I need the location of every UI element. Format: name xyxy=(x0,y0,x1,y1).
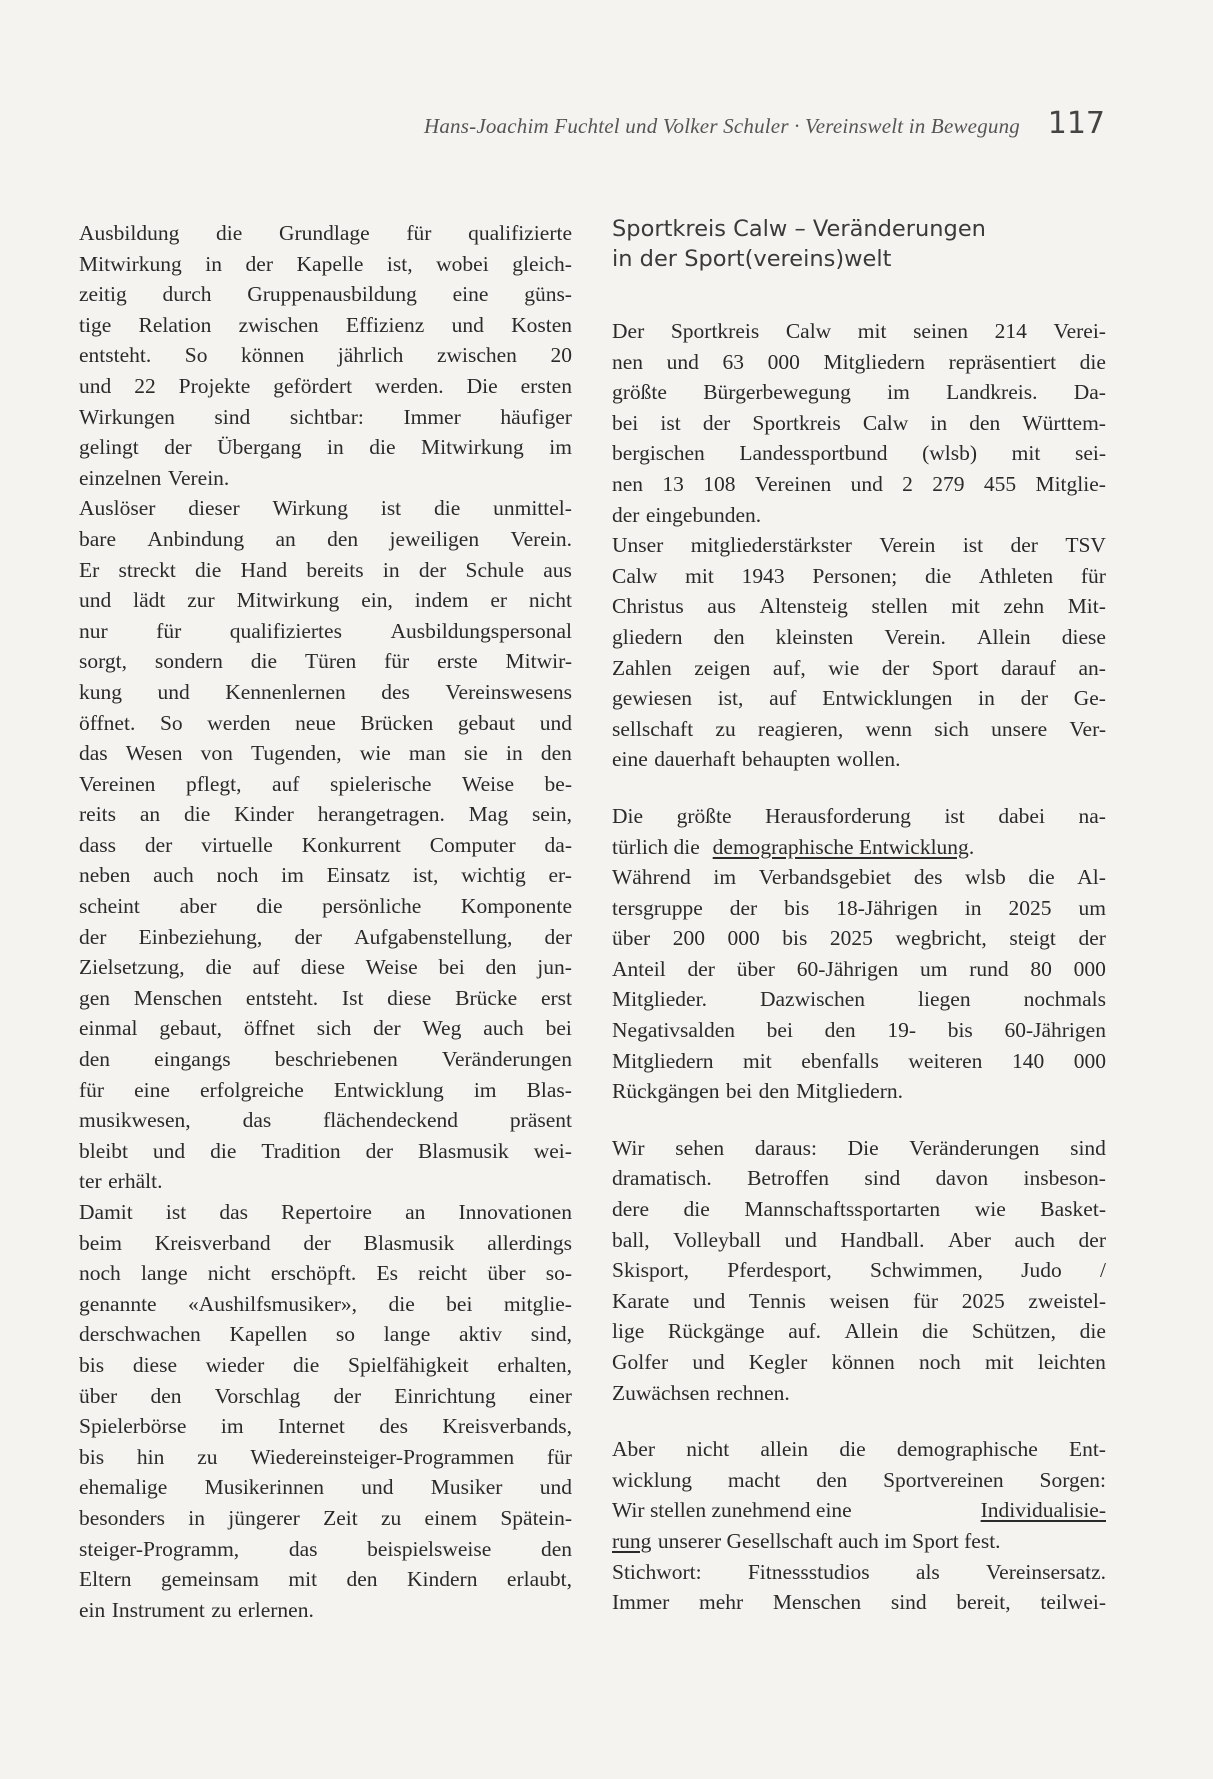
paragraph-sportkreis xyxy=(612,316,1106,775)
text-line: derschwachen Kapellen so lange aktiv sind, xyxy=(79,1322,572,1347)
text-line: bei ist der Sportkreis Calw in den Württem- xyxy=(612,410,1106,435)
text-line: ter erhält. xyxy=(79,1169,163,1194)
text-fragment: Wir stellen zunehmend eine xyxy=(612,1498,852,1523)
text-line: Mitglieder. Dazwischen liegen nochmals xyxy=(612,987,1106,1012)
text-line: gewiesen ist, auf Entwicklungen in der Ge- xyxy=(612,686,1106,711)
text-line: entsteht. So können jährlich zwischen 20 xyxy=(79,343,572,368)
text-line: Spielerbörse im Internet des Kreisverbands, xyxy=(79,1414,572,1439)
text-fragment: . xyxy=(968,834,975,859)
text-line: wicklung macht den Sportvereinen Sorgen: xyxy=(612,1467,1106,1492)
text-line xyxy=(612,832,1106,863)
paragraph-consequences xyxy=(612,1133,1106,1408)
text-line: Zahlen zeigen auf, wie der Sport darauf an- xyxy=(612,655,1106,680)
text-line xyxy=(612,1495,1106,1526)
text-line: lige Rückgänge auf. Allein die Schützen, die xyxy=(612,1319,1106,1344)
text-line: Während im Verbandsgebiet des wlsb die Al- xyxy=(612,865,1106,890)
underlined-term-individualisation: Individualisie- xyxy=(980,1498,1106,1523)
text-line: Der Sportkreis Calw mit seinen 214 Verei- xyxy=(612,319,1106,343)
text-line: nur für qualifiziertes Ausbildungspersonal xyxy=(79,618,572,643)
text-line: gen Menschen entsteht. Ist diese Brücke erst xyxy=(79,985,572,1010)
text-fragment: unserer Gesellschaft auch im Sport fest. xyxy=(657,1528,1001,1553)
text-line: Golfer und Kegler können noch mit leichten xyxy=(612,1350,1106,1374)
text-fragment: türlich die xyxy=(612,834,700,859)
paragraph-individualisation xyxy=(612,1434,1106,1618)
text-line: Er streckt die Hand bereits in der Schule aus xyxy=(79,557,572,582)
text-line: zeitig durch Gruppenausbildung eine güns- xyxy=(79,282,572,307)
text-line: bis diese wieder die Spielfähigkeit erhalten, xyxy=(79,1352,572,1377)
section-heading-line: in der Sport(vereins)welt xyxy=(612,246,892,272)
text-line: Karate und Tennis weisen für 2025 zweistel- xyxy=(612,1288,1106,1313)
text-line: Stichwort: Fitnessstudios als Vereinsersatz. xyxy=(612,1559,1106,1584)
text-line: Unser mitgliederstärkster Verein ist der TSV xyxy=(612,533,1106,558)
text-line: beim Kreisverband der Blasmusik allerdings xyxy=(79,1230,572,1255)
text-line: bergischen Landessportbund (wlsb) mit sei- xyxy=(612,441,1106,466)
text-line: das Wesen von Tugenden, wie man sie in den xyxy=(79,741,572,766)
text-line: dere die Mannschaftssportarten wie Basket- xyxy=(612,1197,1106,1222)
running-head-authors: Hans-Joachim Fuchtel und Volker Schuler · Vereinswelt in Bewegung xyxy=(423,114,1020,138)
text-line: noch lange nicht erschöpft. Es reicht über so- xyxy=(79,1261,572,1286)
text-line: gliedern den kleinsten Verein. Allein diese xyxy=(612,624,1106,649)
text-line: einmal gebaut, öffnet sich der Weg auch bei xyxy=(79,1016,572,1041)
text-line: Damit ist das Repertoire an Innovationen xyxy=(79,1200,572,1224)
text-line: über den Vorschlag der Einrichtung einer xyxy=(79,1383,572,1408)
text-line: tersgruppe der bis 18-Jährigen in 2025 um xyxy=(612,895,1106,920)
text-line: sellschaft zu reagieren, wenn sich unsere Ver- xyxy=(612,716,1106,741)
text-line: Skisport, Pferdesport, Schwimmen, Judo / xyxy=(612,1258,1106,1283)
paragraph-demographics xyxy=(612,801,1106,1107)
text-line: den eingangs beschriebenen Veränderungen xyxy=(79,1047,572,1072)
text-line: scheint aber die persönliche Komponente xyxy=(79,894,572,919)
text-line: Mitwirkung in der Kapelle ist, wobei gleich- xyxy=(79,251,572,276)
text-line: Wir sehen daraus: Die Veränderungen sind xyxy=(612,1135,1106,1160)
page-number: 117 xyxy=(1047,106,1105,141)
left-column xyxy=(79,218,572,1625)
text-line: bare Anbindung an den jeweiligen Verein. xyxy=(79,526,572,551)
text-line: Aber nicht allein die demographische Ent- xyxy=(612,1437,1106,1462)
text-line: über 200 000 bis 2025 wegbricht, steigt der xyxy=(612,926,1106,951)
text-line: Anteil der über 60-Jährigen um rund 80 000 xyxy=(612,956,1106,981)
text-line: besonders in jüngerer Zeit zu einem Spätein- xyxy=(79,1505,572,1530)
text-line: Wirkungen sind sichtbar: Immer häufiger xyxy=(79,404,572,429)
text-line: ball, Volleyball und Handball. Aber auch der xyxy=(612,1227,1106,1252)
text-line: neben auch noch im Einsatz ist, wichtig er- xyxy=(79,863,572,888)
text-line: Negativsalden bei den 19- bis 60-Jährigen xyxy=(612,1018,1106,1043)
text-line: Ausbildung die Grundlage für qualifizierte xyxy=(79,221,572,245)
text-line: ehemalige Musikerinnen und Musiker und xyxy=(79,1475,572,1500)
text-line: und 22 Projekte gefördert werden. Die ersten xyxy=(79,373,572,398)
text-line: Calw mit 1943 Personen; die Athleten für xyxy=(612,563,1106,588)
text-line: bleibt und die Tradition der Blasmusik wei- xyxy=(79,1138,572,1163)
underlined-term-individualisation-cont: rung xyxy=(612,1528,652,1553)
text-line: Zielsetzung, die auf diese Weise bei den jun- xyxy=(79,955,572,980)
text-line: dass der virtuelle Konkurrent Computer da- xyxy=(79,832,572,857)
text-line: der eingebunden. xyxy=(612,502,762,527)
right-column xyxy=(612,218,1106,1618)
text-line: ein Instrument zu erlernen. xyxy=(79,1597,314,1622)
text-line: Christus aus Altensteig stellen mit zehn Mit- xyxy=(612,594,1106,619)
text-line: steiger-Programm, das beispielsweise den xyxy=(79,1536,572,1561)
text-line: Die größte Herausforderung ist dabei na- xyxy=(612,803,1106,828)
text-line: Auslöser dieser Wirkung ist die unmittel- xyxy=(79,496,572,521)
text-line: eine dauerhaft behaupten wollen. xyxy=(612,747,901,772)
text-line: einzelnen Verein. xyxy=(79,465,230,490)
text-line: und lädt zur Mitwirkung ein, indem er nicht xyxy=(79,588,572,613)
running-head xyxy=(300,106,1105,146)
text-line: Eltern gemeinsam mit den Kindern erlaubt, xyxy=(79,1567,572,1592)
text-line: Rückgängen bei den Mitgliedern. xyxy=(612,1079,903,1104)
text-line: dramatisch. Betroffen sind davon insbeson- xyxy=(612,1166,1106,1191)
text-line: der Einbeziehung, der Aufgabenstellung, der xyxy=(79,924,572,949)
text-line: nen 13 108 Vereinen und 2 279 455 Mitglie- xyxy=(612,471,1106,496)
text-line: nen und 63 000 Mitgliedern repräsentiert die xyxy=(612,349,1106,374)
text-line: reits an die Kinder herangetragen. Mag sein, xyxy=(79,802,572,827)
text-line: gelingt der Übergang in die Mitwirkung im xyxy=(79,435,572,460)
underlined-term-demographics: demographische Entwicklung xyxy=(712,834,969,859)
text-line: kung und Kennenlernen des Vereinswesens xyxy=(79,679,572,704)
text-line: Zuwächsen rechnen. xyxy=(612,1380,790,1405)
section-heading-line: Sportkreis Calw – Veränderungen xyxy=(612,216,986,242)
text-line: für eine erfolgreiche Entwicklung im Blas- xyxy=(79,1077,572,1102)
text-line: öffnet. So werden neue Brücken gebaut und xyxy=(79,710,572,735)
text-line: bis hin zu Wiedereinsteiger-Programmen für xyxy=(79,1444,572,1469)
text-line xyxy=(612,1526,1106,1557)
text-line: musikwesen, das flächendeckend präsent xyxy=(79,1108,572,1133)
text-line: Vereinen pflegt, auf spielerische Weise be- xyxy=(79,771,572,796)
text-line: Immer mehr Menschen sind bereit, teilwei- xyxy=(612,1590,1106,1615)
text-line: sorgt, sondern die Türen für erste Mitwir- xyxy=(79,649,572,674)
text-line: genannte «Aushilfsmusiker», die bei mitglie- xyxy=(79,1291,572,1316)
text-line: Mitgliedern mit ebenfalls weiteren 140 000 xyxy=(612,1048,1106,1073)
text-line: tige Relation zwischen Effizienz und Kosten xyxy=(79,312,572,337)
section-heading xyxy=(612,214,1106,274)
text-line: größte Bürgerbewegung im Landkreis. Da- xyxy=(612,380,1106,405)
